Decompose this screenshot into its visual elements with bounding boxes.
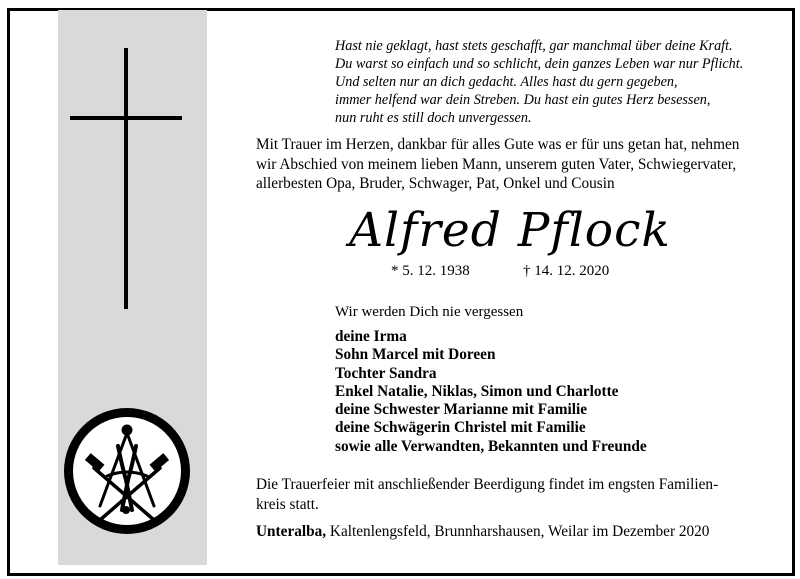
miner-tools-emblem-icon: [62, 406, 192, 536]
mourner: sowie alle Verwandten, Bekannten und Freunde: [335, 437, 647, 455]
mourner: deine Schwester Marianne mit Familie: [335, 401, 588, 419]
death-date: † 14. 12. 2020: [523, 263, 610, 279]
mourner: Tochter Sandra: [335, 364, 437, 382]
funeral-line: kreis statt.: [256, 495, 319, 513]
place-date-line: [256, 523, 709, 541]
intro-line: wir Abschied von meinem lieben Mann, unserem guten Vater, Schwiegervater,: [256, 155, 737, 173]
poem-line: Hast nie geklagt, hast stets geschafft, gar manchmal über deine Kraft.: [335, 38, 733, 54]
funeral-line: Die Trauerfeier mit anschließender Beerdigung findet im engsten Familien-: [256, 476, 719, 493]
intro-line: Mit Trauer im Herzen, dankbar für alles Gute was er für uns getan hat, nehmen: [256, 136, 740, 153]
farewell-line: Wir werden Dich nie vergessen: [335, 304, 524, 320]
poem-line: nun ruht es still doch unvergessen.: [335, 110, 532, 126]
funeral-notice: [256, 475, 768, 514]
poem: [335, 37, 775, 127]
intro-line: allerbesten Opa, Bruder, Schwager, Pat, Onkel und Cousin: [256, 175, 615, 192]
place-rest: Kaltenlengsfeld, Brunnharshausen, Weilar im Dezember 2020: [326, 523, 710, 540]
deceased-name: Alfred Pflock: [349, 203, 671, 258]
poem-line: Und selten nur an dich gedacht. Alles hast du gern gegeben,: [335, 74, 678, 90]
mourner: deine Schwägerin Christel mit Familie: [335, 419, 586, 437]
place-town: Unteralba,: [256, 523, 327, 540]
intro-text: [256, 135, 766, 194]
birth-date: * 5. 12. 1938: [391, 263, 470, 279]
mourner: Sohn Marcel mit Doreen: [335, 346, 496, 364]
poem-line: Du warst so einfach und so schlicht, dein ganzes Leben war nur Pflicht.: [335, 56, 744, 72]
mourner: Enkel Natalie, Niklas, Simon und Charlotte: [335, 382, 619, 400]
poem-line: immer helfend war dein Streben. Du hast ein gutes Herz besessen,: [335, 92, 711, 108]
mourner: deine Irma: [335, 328, 407, 345]
mourners-list: [335, 328, 647, 456]
